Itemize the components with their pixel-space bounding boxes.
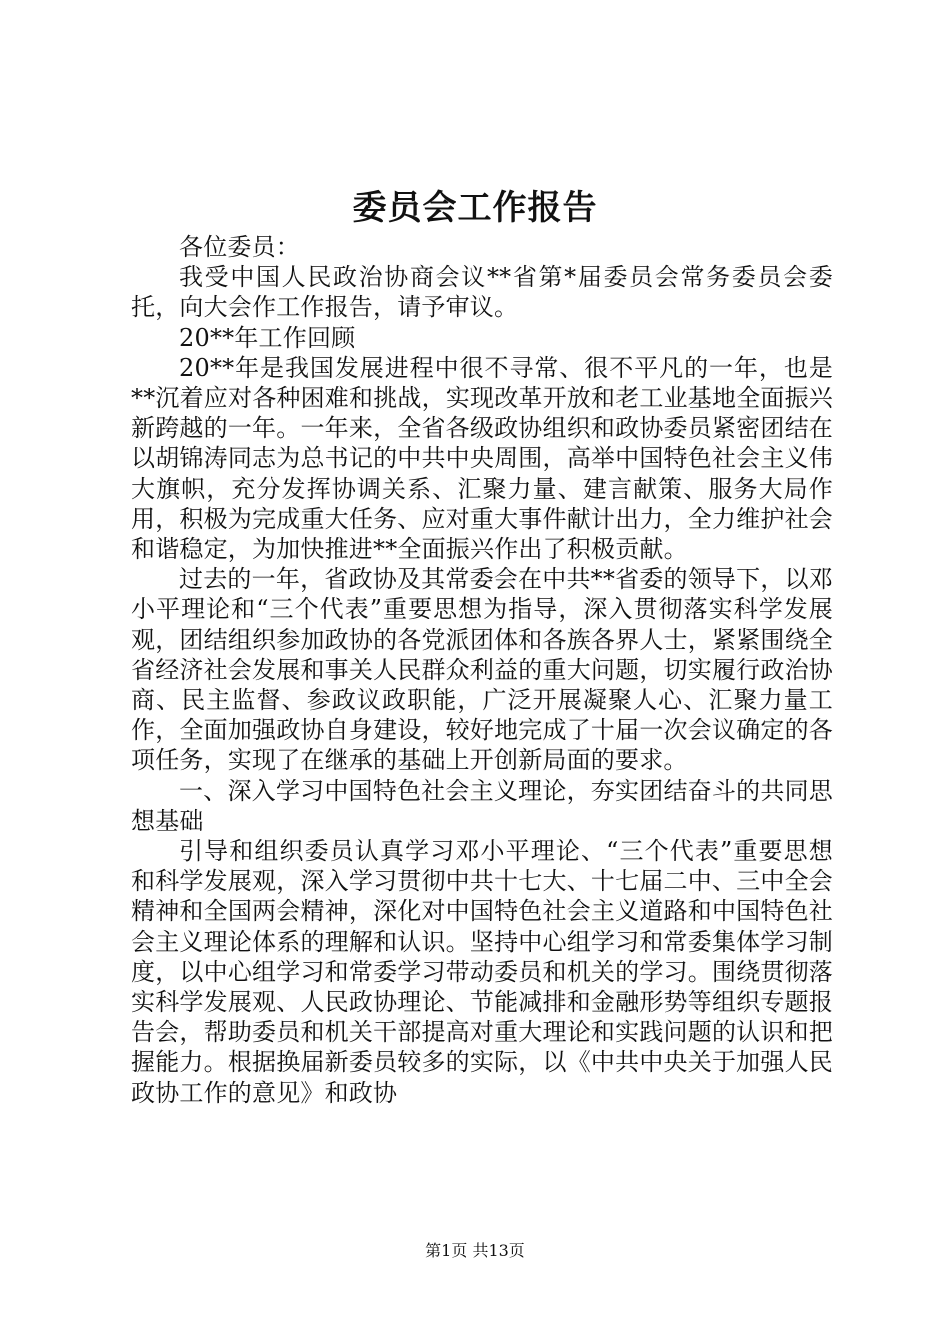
paragraph-past-year: 过去的一年，省政协及其常委会在中共**省委的领导下，以邓小平理论和“三个代表”重要思想为指导，深入贯彻落实科学发展观，团结组织参加政协的各党派团体和各族各界人士，紧紧围绕全省经济社会发展和事关人民群众利益的重大问题，切实履行政治协商、民主监督、参政议政职能，广泛开展凝聚人心、汇聚力量工作，全面加强政协自身建设，较好地完成了十届一次会议确定的各项任务，实现了在继承的基础上开创新局面的要求。 [131, 565, 833, 775]
paragraph-year-summary: 20**年是我国发展进程中很不寻常、很不平凡的一年，也是**沉着应对各种困难和挑战，实现改革开放和老工业基地全面振兴新跨越的一年。一年来，全省各级政协组织和政协委员紧密团结在以胡锦涛同志为总书记的中共中央周围，高举中国特色社会主义伟大旗帜，充分发挥协调关系、汇聚力量、建言献策、服务大局作用，积极为完成重大任务、应对重大事件献计出力，全力维护社会和谐稳定，为加快推进**全面振兴作出了积极贡献。 [131, 353, 833, 564]
page-number-footer: 第1页 共13页 [425, 1241, 525, 1260]
paragraph-intro: 我受中国人民政治协商会议**省第*届委员会常务委员会委托，向大会作工作报告，请予审议。 [131, 263, 833, 322]
section-heading-review: 20**年工作回顾 [179, 323, 356, 352]
document-body [131, 232, 833, 1108]
paragraph-salutation: 各位委员： [179, 233, 300, 261]
section-heading-one: 一、深入学习中国特色社会主义理论，夯实团结奋斗的共同思想基础 [131, 776, 833, 835]
document-title: 委员会工作报告 [352, 188, 598, 228]
paragraph-study: 引导和组织委员认真学习邓小平理论、“三个代表”重要思想和科学发展观，深入学习贯彻中共十七大、十七届二中、三中全会精神和全国两会精神，深化对中国特色社会主义道路和中国特色社会主义理论体系的理解和认识。坚持中心组学习和常委集体学习制度，以中心组学习和常委学习带动委员和机关的学习。围绕贯彻落实科学发展观、人民政协理论、节能减排和金融形势等组织专题报告会，帮助委员和机关干部提高对重大理论和实践问题的认识和把握能力。根据换届新委员较多的实际，以《中共中央关于加强人民政协工作的意见》和政协 [131, 837, 833, 1107]
